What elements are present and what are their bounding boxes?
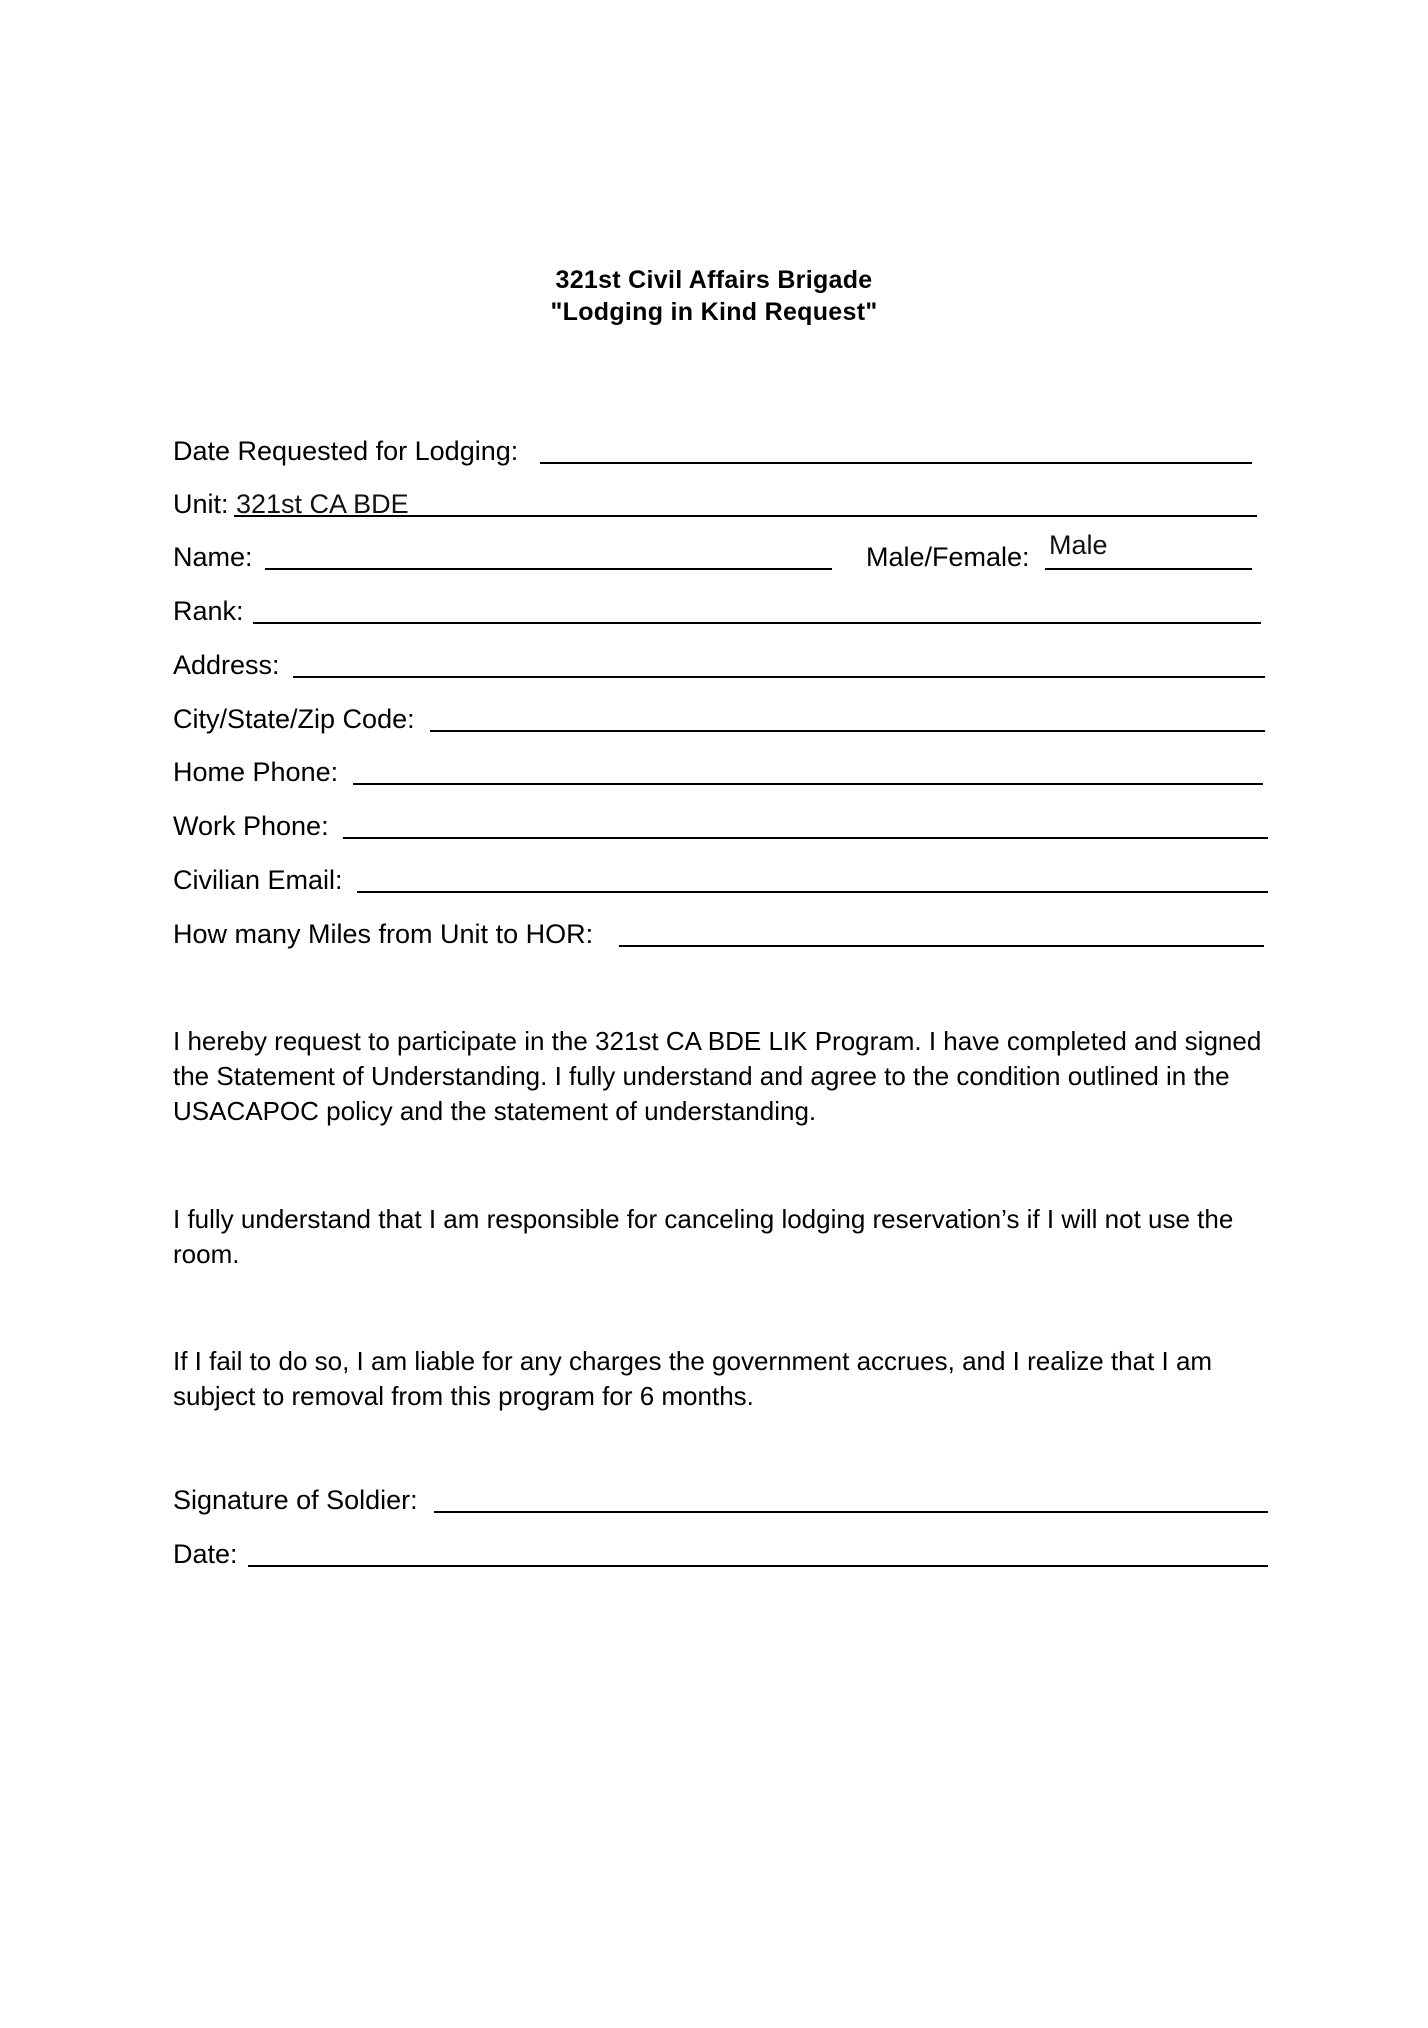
miles-to-hor-label: How many Miles from Unit to HOR: <box>173 919 594 949</box>
city-state-zip-label: City/State/Zip Code: <box>173 704 415 734</box>
gender-field[interactable] <box>1045 568 1252 570</box>
rank-label: Rank: <box>173 596 244 626</box>
rank-field[interactable] <box>253 622 1261 624</box>
city-state-zip-field[interactable] <box>430 730 1265 732</box>
statement-paragraph-2: I fully understand that I am responsible for canceling lodging reservation’s if I will not use the room. <box>173 1204 1234 1269</box>
address-label: Address: <box>173 650 280 680</box>
civilian-email-field[interactable] <box>357 891 1268 893</box>
date-requested-label: Date Requested for Lodging: <box>173 436 519 466</box>
date-requested-field[interactable] <box>540 462 1252 464</box>
statement-paragraph-3: If I fail to do so, I am liable for any charges the government accrues, and I realize that I am subject to removal from this program for 6 months. <box>173 1346 1213 1411</box>
form-title-line-1: 321st Civil Affairs Brigade <box>555 266 873 294</box>
gender-label: Male/Female: <box>866 542 1030 572</box>
home-phone-field[interactable] <box>353 783 1263 785</box>
form-title-line-2: "Lodging in Kind Request" <box>550 298 878 326</box>
name-label: Name: <box>173 542 253 572</box>
home-phone-label: Home Phone: <box>173 757 339 787</box>
gender-value: Male <box>1049 530 1108 560</box>
unit-value: 321st CA BDE <box>236 489 409 519</box>
statement-paragraph-1: I hereby request to participate in the 321st CA BDE LIK Program. I have completed and signed the Statement of Understanding. I fully understand and agree to the condition outlined in the USACAPOC policy and the statement of understanding. <box>173 1026 1262 1126</box>
signature-date-label: Date: <box>173 1539 238 1569</box>
civilian-email-label: Civilian Email: <box>173 865 343 895</box>
name-field[interactable] <box>265 568 832 570</box>
miles-to-hor-field[interactable] <box>619 945 1264 947</box>
unit-field[interactable] <box>234 515 1257 517</box>
address-field[interactable] <box>293 676 1265 678</box>
signature-label: Signature of Soldier: <box>173 1485 418 1515</box>
unit-label: Unit: <box>173 489 229 519</box>
work-phone-field[interactable] <box>343 837 1268 839</box>
signature-field[interactable] <box>434 1511 1268 1513</box>
work-phone-label: Work Phone: <box>173 811 329 841</box>
signature-date-field[interactable] <box>248 1565 1268 1567</box>
